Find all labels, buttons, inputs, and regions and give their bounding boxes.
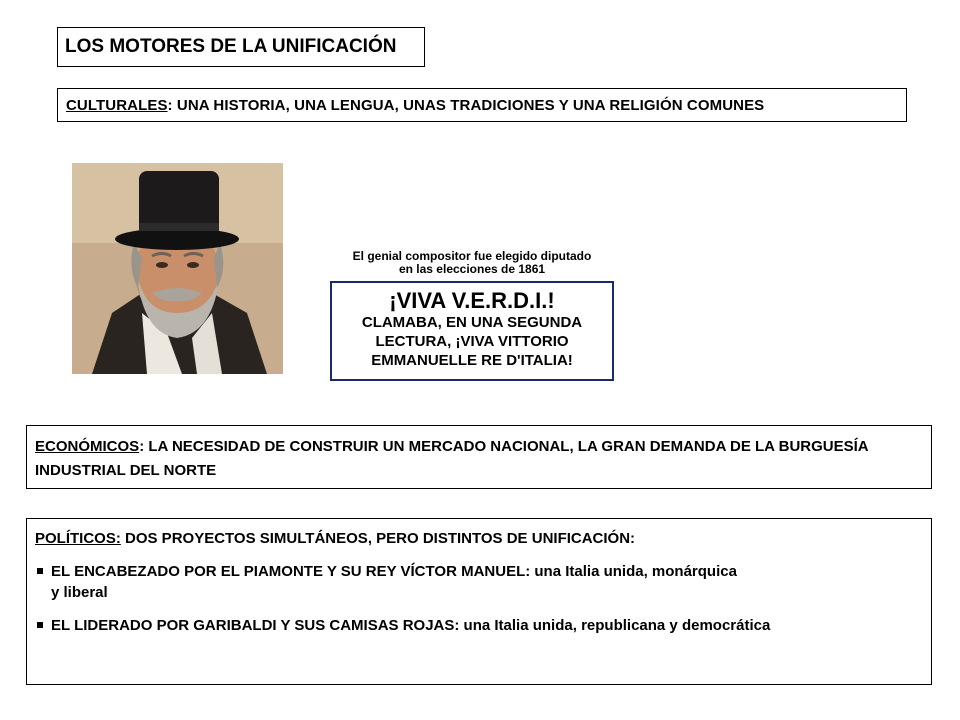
slide-title	[57, 27, 425, 67]
viva-verdi-line-1: ¡VIVA V.E.R.D.I.!	[389, 288, 555, 313]
politicos-bullet-1-cont	[35, 582, 923, 603]
bullet-square-icon	[37, 568, 43, 574]
slide-title-text: LOS MOTORES DE LA UNIFICACIÓN	[65, 36, 397, 57]
culturales-text: : UNA HISTORIA, UNA LENGUA, UNAS TRADICIONES Y UNA RELIGIÓN COMUNES	[167, 97, 765, 114]
caption-line-2: en las elecciones de 1861	[398, 262, 546, 276]
politicos-text: DOS PROYECTOS SIMULTÁNEOS, PERO DISTINTOS DE UNIFICACIÓN:	[120, 530, 636, 547]
viva-verdi-line-3: LECTURA, ¡VIVA VITTORIO	[375, 333, 569, 350]
politicos-box	[26, 518, 932, 685]
verdi-portrait	[72, 163, 283, 374]
economicos-text: : LA NECESIDAD DE CONSTRUIR UN MERCADO NACIONAL, LA GRAN DEMANDA DE LA BURGUESÍA INDUSTRIAL DEL NORTE	[35, 438, 869, 479]
politicos-intro	[35, 528, 923, 549]
economicos-label: ECONÓMICOS	[35, 438, 140, 455]
caption-line-1: El genial compositor fue elegido diputado	[352, 249, 592, 263]
culturales-label: CULTURALES	[66, 97, 168, 114]
spacer	[35, 549, 923, 561]
spacer	[35, 603, 923, 615]
politicos-bullet-2	[35, 615, 923, 636]
politicos-bullet-1	[35, 561, 923, 582]
culturales-box	[57, 88, 907, 122]
bullet-2-text: EL LIDERADO POR GARIBALDI Y SUS CAMISAS ROJAS: una Italia unida, republicana y democrática	[51, 617, 771, 634]
viva-verdi-line-4: EMMANUELLE RE D'ITALIA!	[371, 352, 573, 369]
bullet-1-text: EL ENCABEZADO POR EL PIAMONTE Y SU REY VÍCTOR MANUEL: una Italia unida, monárquica	[51, 563, 737, 580]
viva-verdi-box	[330, 281, 614, 381]
verdi-caption	[332, 250, 612, 276]
viva-verdi-line-2: CLAMABA, EN UNA SEGUNDA	[361, 314, 583, 331]
bullet-square-icon	[37, 622, 43, 628]
politicos-label: POLÍTICOS:	[35, 530, 121, 547]
bullet-1-continuation: y liberal	[51, 584, 108, 601]
economicos-box	[26, 425, 932, 489]
